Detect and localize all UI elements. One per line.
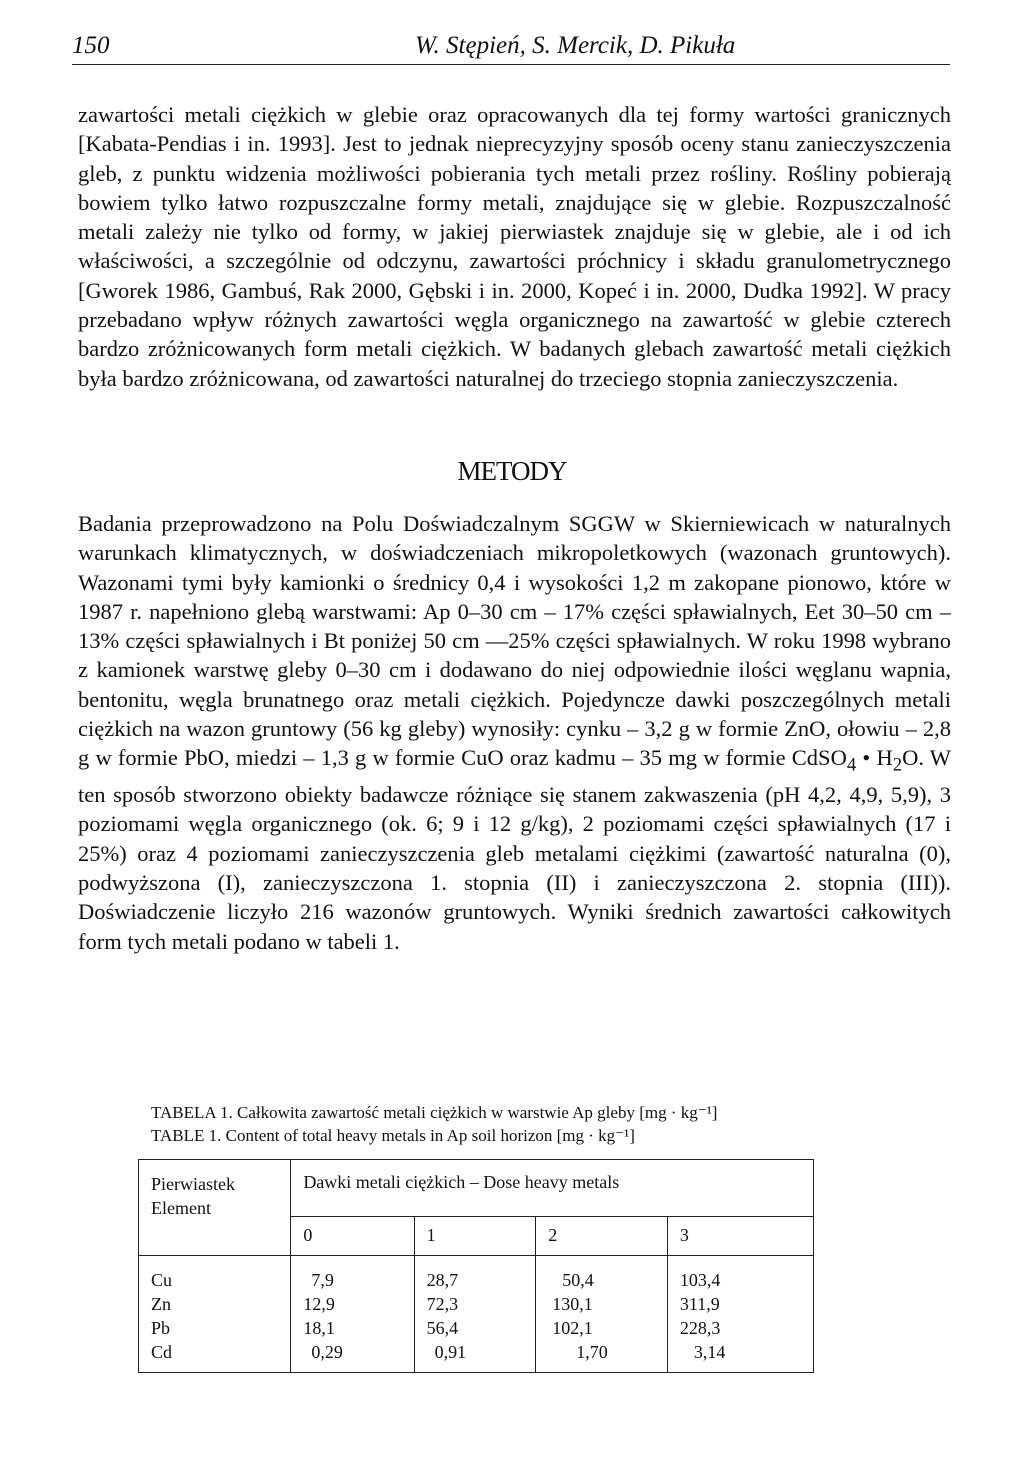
element-name: Cu: [139, 1268, 291, 1292]
value-cell: 50,4: [536, 1268, 668, 1292]
spacer-cell: [139, 1256, 291, 1269]
hydrate-dot: • H: [856, 745, 893, 771]
value-cell: 311,9: [667, 1292, 813, 1316]
table-row: [139, 1316, 814, 1340]
dose-level: 0: [291, 1217, 414, 1256]
section-heading: METODY: [457, 456, 567, 486]
value-cell: 7,9: [291, 1268, 414, 1292]
value-cell: 130,1: [536, 1292, 668, 1316]
table-caption-pl: TABELA 1. Całkowita zawartość metali ciężkich w warstwie Ap gleby [mg · kg⁻¹]: [151, 1103, 718, 1122]
value-cell: 12,9: [291, 1292, 414, 1316]
spacer-cell: [667, 1256, 813, 1269]
table-row: [139, 1292, 814, 1316]
spacer-cell: [291, 1256, 414, 1269]
page-number: 150: [72, 32, 110, 59]
methods-text-part1: Badania przeprowadzono na Polu Doświadczalnym SGGW w Skierniewicach w naturalnych warunkach klimatycznych, w doświadczeniach mikropoletkowych (wazonach gruntowych). Wazonami tymi były kamionki o średnicy 0,4 i wysokości 1,2 m zakopane pionowo, które w 1987 r. napełniono glebą warstwami: Ap 0–30 cm – 17% części spławialnych, Eet 30–50 cm – 13% części spławialnych i Bt poniżej 50 cm —25% części spławialnych. W roku 1998 wybrano z kamionek warstwę gleby 0–30 cm i dodawano do niej odpowiednie ilości węglanu wapnia, bentonitu, węgla brunatnego oraz metali ciężkich. Pojedyncze dawki poszczególnych metali ciężkich na wazon gruntowy (56 kg gleby) wynosiły: cynku – 3,2 g w formie ZnO, ołowiu – 2,8 g w formie PbO, miedzi – 1,3 g w formie CuO oraz kadmu – 35 mg w formie CdSO: [78, 511, 951, 771]
element-header-en: Element: [151, 1198, 211, 1218]
value-cell: 1,70: [536, 1340, 668, 1373]
intro-paragraph: zawartości metali ciężkich w glebie oraz opracowanych dla tej formy wartości granicznych [Kabata-Pendias i in. 1993]. Jest to jednak nieprecyzyjny sposób oceny stanu zanieczyszczenia gleb, z punktu widzenia możliwości pobierania tych metali przez rośliny. Rośliny pobierają bowiem tylko łatwo rozpuszczalne formy metali, znajdujące się w glebie. Rozpuszczalność metali zależy nie tylko od formy, w jakiej pierwiastek znajduje się w glebie, ale i od ich właściwości, a szczególnie od odczynu, zawartości próchnicy i składu granulometrycznego [Gworek 1986, Gambuś, Rak 2000, Gębski i in. 2000, Kopeć i in. 2000, Dudka 1992]. W pracy przebadano wpływ różnych zawartości węgla organicznego na zawartość w glebie czterech bardzo zróżnicowanych form metali ciężkich. W badanych glebach zawartość metali ciężkich była bardzo zróżnicowana, od zawartości naturalnej do trzeciego stopnia zanieczyszczenia.: [78, 102, 951, 391]
subscript-2: 2: [892, 754, 903, 776]
value-cell: 103,4: [667, 1268, 813, 1292]
element-name: Pb: [139, 1316, 291, 1340]
dose-level: 1: [414, 1217, 536, 1256]
dose-level: 3: [667, 1217, 813, 1256]
value-cell: 228,3: [667, 1316, 813, 1340]
subscript-4: 4: [846, 754, 857, 776]
running-title: W. Stępień, S. Mercik, D. Pikuła: [415, 32, 736, 59]
table-row: [139, 1268, 814, 1292]
element-header-cell: [139, 1160, 291, 1256]
spacer-cell: [414, 1256, 536, 1269]
methods-text-part2: O. W ten sposób stworzono obiekty badawcze różniące się stanem zakwaszenia (pH 4,2, 4,9, 5,9), 3 poziomami węgla organicznego (ok. 6; 9 i 12 g/kg), 2 poziomami części spławialnych (17 i 25%) oraz 4 poziomami zanieczyszczenia gleb metalami ciężkimi (zawartość naturalna (0), podwyższona (I), zanieczyszczona 1. stopnia (II) i zanieczyszczona 2. stopnia (III)). Doświadczenie liczyło 216 wazonów gruntowych. Wyniki średnich zawartości całkowitych form tych metali podano w tabeli 1.: [78, 745, 951, 954]
heavy-metals-table: [138, 1159, 814, 1373]
value-cell: 0,29: [291, 1340, 414, 1373]
table-row: [139, 1340, 814, 1373]
value-cell: 18,1: [291, 1316, 414, 1340]
page-header: [72, 28, 950, 65]
table-caption-en: TABLE 1. Content of total heavy metals in Ap soil horizon [mg · kg⁻¹]: [151, 1126, 635, 1145]
dose-level: 2: [536, 1217, 668, 1256]
dose-header: Dawki metali ciężkich – Dose heavy metals: [291, 1160, 814, 1217]
element-name: Cd: [139, 1340, 291, 1373]
value-cell: 0,91: [414, 1340, 536, 1373]
value-cell: 72,3: [414, 1292, 536, 1316]
methods-paragraph: [78, 509, 951, 956]
element-header-pl: Pierwiastek: [151, 1174, 235, 1194]
value-cell: 56,4: [414, 1316, 536, 1340]
value-cell: 3,14: [667, 1340, 813, 1373]
element-name: Zn: [139, 1292, 291, 1316]
spacer-cell: [536, 1256, 668, 1269]
value-cell: 28,7: [414, 1268, 536, 1292]
value-cell: 102,1: [536, 1316, 668, 1340]
